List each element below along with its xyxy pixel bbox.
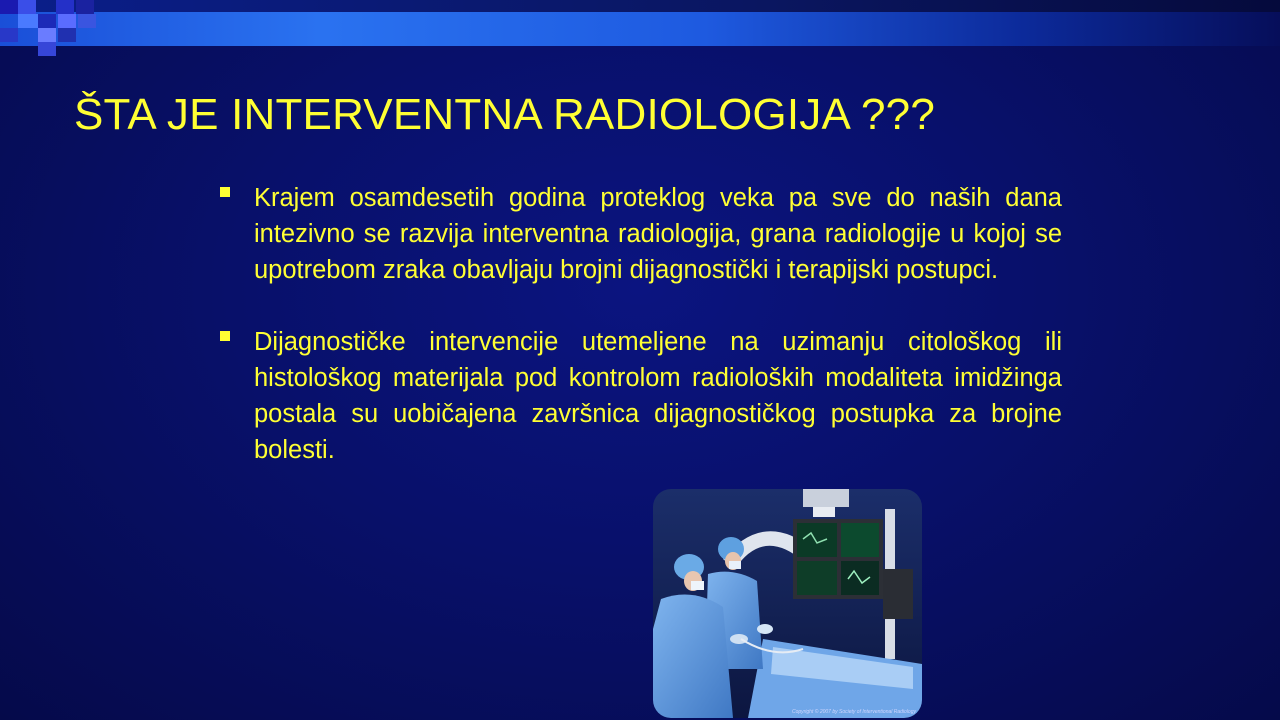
square-bullet-icon xyxy=(220,187,230,197)
square-bullet-icon xyxy=(220,331,230,341)
bullet-text: Dijagnostičke intervencije utemeljene na uzimanju citološkog ili histološkog materijala pod kontrolom radioloških modaliteta imidžinga postala su uobičajena završnica dijagnostičkog postupka za brojne bolesti. xyxy=(254,328,1062,464)
photo-credit: Copyright © 2007 by Society of Interventional Radiology xyxy=(791,709,916,715)
bullet-item xyxy=(220,180,1062,288)
bullet-text: Krajem osamdesetih godina proteklog veka pa sve do naših dana intezivno se razvija interventna radiologija, grana radiologije u kojoj se upotrebom zraka obavljaju brojni dijagnostički i terapijski postupci. xyxy=(254,184,1062,284)
interventional-radiology-photo xyxy=(653,489,922,718)
slide-title: ŠTA JE INTERVENTNA RADIOLOGIJA ??? xyxy=(74,90,935,139)
bullet-item xyxy=(220,324,1062,468)
header-bar-dark-strip xyxy=(0,0,1280,12)
photo-illustration xyxy=(653,489,922,718)
bullet-list xyxy=(220,180,1062,468)
